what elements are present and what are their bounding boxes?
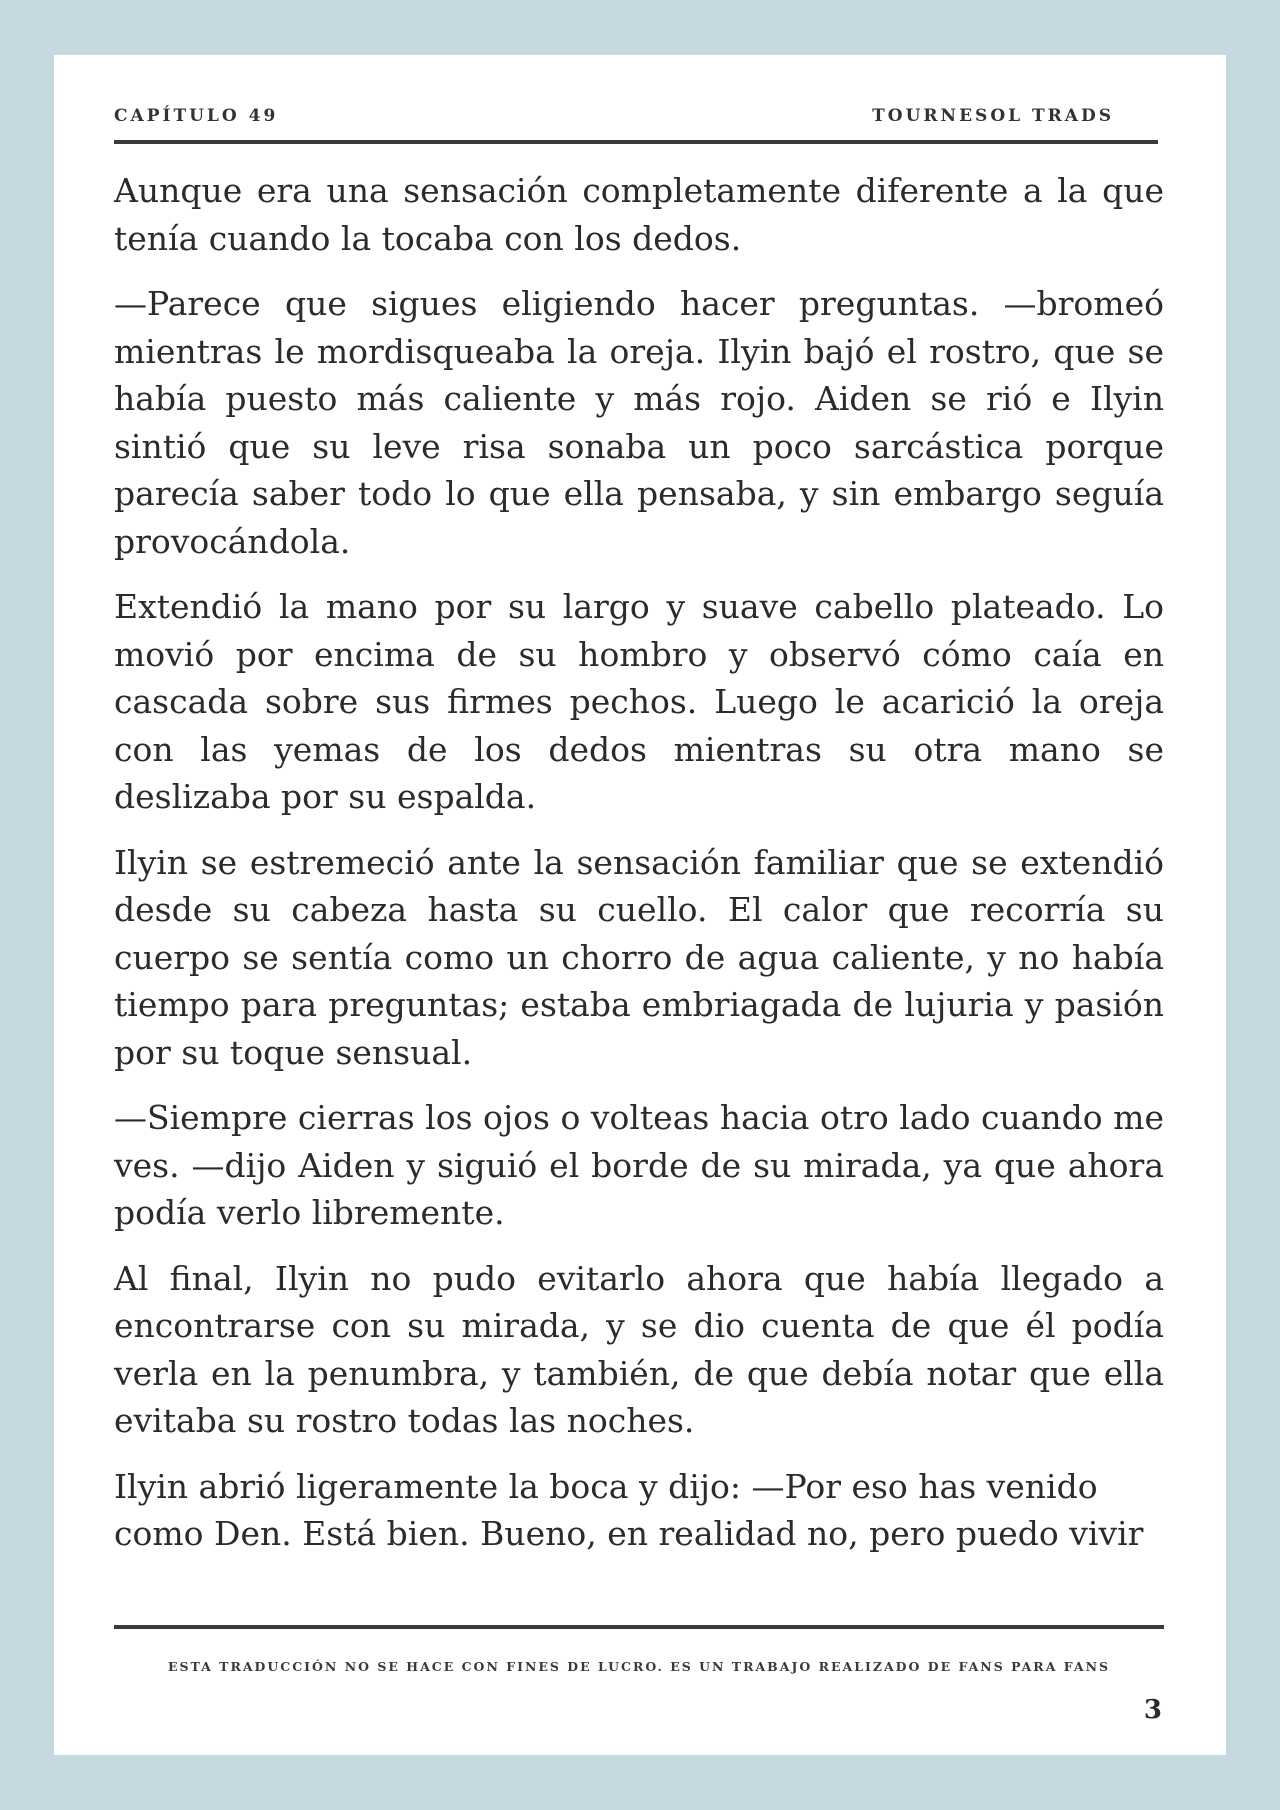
paragraph: Al final, Ilyin no pudo evitarlo ahora que había llegado a encontrarse con su mirada, y se dio cuenta de que él podía verla en la penumbra, y también, de que debía notar que ella evitaba su rostro todas las noches. [114,1258,1164,1440]
document-page [54,55,1226,1755]
paragraph: Aunque era una sensación completamente diferente a la que tenía cuando la tocaba con los dedos. [114,171,1164,258]
footer-divider [114,1625,1164,1629]
paragraph: —Parece que sigues eligiendo hacer preguntas. —bromeó mientras le mordisqueaba la oreja. Ilyin bajó el rostro, que se había puesto más caliente y más rojo. Aiden se rió e Ilyin sintió que su leve risa sonaba un poco sarcástica porque parecía saber todo lo que ella pensaba, y sin embargo seguía provocándola. [114,284,1164,561]
group-label: TOURNESOL TRADS [872,106,1114,126]
page-number: 3 [1143,1695,1162,1725]
paragraph: —Siempre cierras los ojos o volteas hacia otro lado cuando me ves. —dijo Aiden y siguió el borde de su mirada, ya que ahora podía verlo libremente. [114,1098,1164,1232]
header-divider [114,140,1158,144]
chapter-body [114,167,1164,1558]
footer-disclaimer: ESTA TRADUCCIÓN NO SE HACE CON FINES DE LUCRO. ES UN TRABAJO REALIZADO DE FANS PARA FANS [167,1659,1111,1674]
paragraph: Extendió la mano por su largo y suave cabello plateado. Lo movió por encima de su hombro y observó cómo caía en cascada sobre sus firmes pechos. Luego le acarició la oreja con las yemas de los dedos mientras su otra mano se deslizaba por su espalda. [114,587,1164,816]
chapter-label: CAPÍTULO 49 [114,106,279,126]
paragraph: Ilyin se estremeció ante la sensación familiar que se extendió desde su cabeza hasta su cuello. El calor que recorría su cuerpo se sentía como un chorro de agua caliente, y no había tiempo para preguntas; estaba embriagada de lujuria y pasión por su toque sensual. [114,842,1164,1072]
paragraph: Ilyin abrió ligeramente la boca y dijo: —Por eso has venido como Den. Está bien. Bueno, en realidad no, pero puedo vivir [114,1466,1144,1553]
